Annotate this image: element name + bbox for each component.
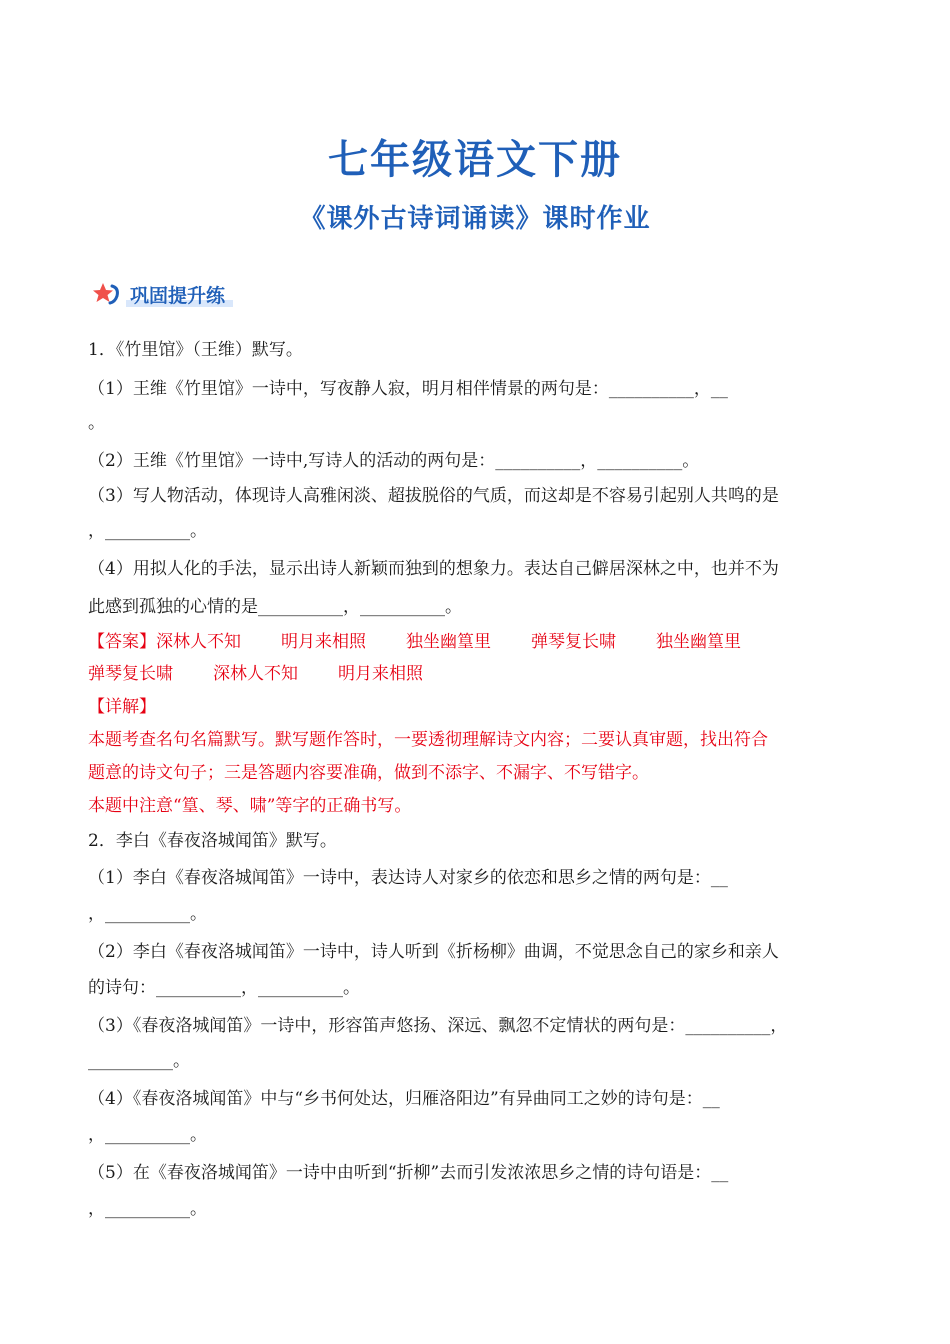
- q2-part5-line1: （5）在《春夜洛城闻笛》一诗中由听到“折柳”去而引发浓浓思乡之情的诗句语是：__: [88, 1163, 729, 1183]
- answer-label: 【答案】: [88, 632, 156, 652]
- q1-answer-line1: [88, 631, 741, 653]
- q1-part3-line1: （3）写人物活动，体现诗人高雅闲淡、超拔脱俗的气质，而这却是不容易引起别人共鸣的是: [88, 486, 779, 506]
- q2-stem: 2．李白《春夜洛城闻笛》默写。: [88, 831, 337, 851]
- section-header: [92, 280, 229, 308]
- q1-answer-line2: [88, 663, 423, 685]
- q2-part4-line2: ，__________。: [88, 1125, 207, 1145]
- page-title: 七年级语文下册: [328, 137, 622, 183]
- page-subtitle: 《课外古诗词诵读》课时作业: [299, 204, 651, 234]
- answer-item: 弹琴复长啸: [88, 664, 173, 684]
- q1-part1-line2: 。: [88, 413, 105, 433]
- q2-part2-line2: 的诗句：__________，__________。: [88, 978, 360, 998]
- q2-part1-line1: （1）李白《春夜洛城闻笛》一诗中，表达诗人对家乡的依恋和思乡之情的两句是：__: [88, 868, 728, 888]
- detail-line3: 本题中注意“篁、琴、啸”等字的正确书写。: [88, 796, 412, 816]
- answer-item: 明月来相照: [338, 664, 423, 684]
- q1-part2: （2）王维《竹里馆》一诗中,写诗人的活动的两句是：__________，__________。: [88, 451, 700, 471]
- answer-item: 明月来相照: [281, 632, 366, 652]
- star-icon: [92, 282, 122, 306]
- q1-part4-line1: （4）用拟人化的手法，显示出诗人新颖而独到的想象力。表达自己僻居深林之中，也并不为: [88, 559, 779, 579]
- q2-part2-line1: （2）李白《春夜洛城闻笛》一诗中，诗人听到《折杨柳》曲调，不觉思念自己的家乡和亲人: [88, 942, 779, 962]
- q2-part3-line1: （3）《春夜洛城闻笛》一诗中，形容笛声悠扬、深远、飘忽不定情状的两句是：__________，: [88, 1016, 788, 1036]
- detail-line1: 本题考查名句名篇默写。默写题作答时，一要透彻理解诗文内容；二要认真审题，找出符合: [88, 730, 768, 750]
- q1-part4-line2: 此感到孤独的心情的是__________，__________。: [88, 597, 462, 617]
- answer-item: 独坐幽篁里: [656, 632, 741, 652]
- q2-part5-line2: ，__________。: [88, 1199, 207, 1219]
- section-label: 巩固提升练: [126, 281, 229, 308]
- q2-part4-line1: （4）《春夜洛城闻笛》中与“乡书何处达，归雁洛阳边”有异曲同工之妙的诗句是：__: [88, 1089, 720, 1109]
- q2-part1-line2: ，__________。: [88, 904, 207, 924]
- q2-part3-line2: __________。: [88, 1051, 190, 1071]
- q1-part1-line1: （1）王维《竹里馆》一诗中，写夜静人寂，明月相伴情景的两句是：__________，__: [88, 379, 728, 399]
- detail-line2: 题意的诗文句子；三是答题内容要准确，做到不添字、不漏字、不写错字。: [88, 763, 649, 783]
- q1-part3-line2: ，__________。: [88, 521, 207, 541]
- detail-label: 【详解】: [88, 697, 156, 717]
- answer-item: 深林人不知: [156, 632, 241, 652]
- answer-item: 独坐幽篁里: [406, 632, 491, 652]
- q1-stem: 1．《竹里馆》（王维）默写。: [88, 340, 303, 360]
- answer-item: 弹琴复长啸: [531, 632, 616, 652]
- answer-item: 深林人不知: [213, 664, 298, 684]
